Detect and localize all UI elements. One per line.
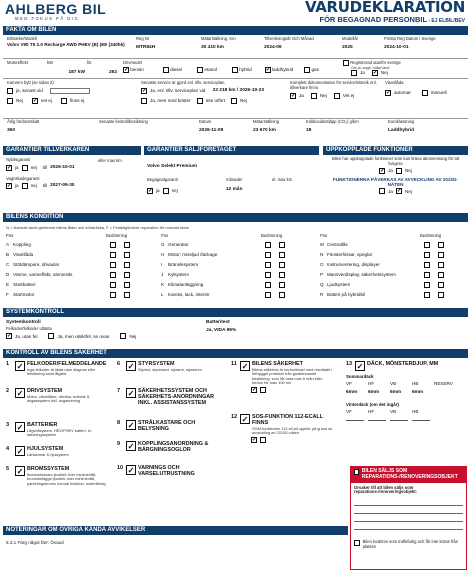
condition-pos: B: [6, 252, 10, 258]
safety-item: [6, 388, 111, 404]
safety-desc: Länkarmar & hjulsystem: [27, 452, 69, 457]
section-condition-header: BILENS KONDITION: [3, 213, 468, 222]
safety-checkbox[interactable]: ✓: [241, 415, 249, 424]
facts-block: Bilmärke/Modell Volvo V90 T6 2.0 Recharge AWD PHEV (B) (EE (340hk) Reg Nr MTR84H Mätarställning, Km 30 410 km Tillverkningsår Och Månad 2024-09 Modellår 2025 Första Reg Datum i Sverige 2024-10-01 Motoreffekt kW 187 kW hk 262 Drivmedel ✓ bensin diesel etanol hybrid ✓ laddhybrid gas Registrerad utanför sverige Om ja, ange i vilket land Ja ✓ Nej Kamrem bytt (se sidan 2) ja, senast vid Nej ✓ vet ej finns ej Senaste service är gjord enl. tillv. serviceplan ✓ Ja, enl. tillv. serviceplan vid 23 218 km / 2026-10-23 Ja, men med brister Inte utfört Nej Komplett dokumentation för servicehistorik enl. tillverkare finns ✓ Ja Nej Vet ej Växellåda ✓ automat manuell Årlig fordonsskatt 360 Senaste kontrollbesiktning Datum 2026-11-08 Mätarställning 23 670 km Koldioxidutsläpp (CO₂) g/km 18 Euroklassning Laddhybrid: [3, 36, 468, 139]
service-notdone-checkbox[interactable]: [197, 98, 203, 104]
modelyear-label: Modellår: [342, 36, 359, 41]
safety-checkbox[interactable]: ✓: [127, 421, 135, 430]
safety-title: BROMSSYSTEM: [27, 466, 70, 472]
repair-box: [350, 466, 467, 570]
safety-item: [6, 466, 111, 486]
service-partial-checkbox[interactable]: [141, 98, 147, 104]
condition-item: Fönsterhissar, speglar: [327, 252, 373, 258]
service-km: 23 218 km / 2026-10-23: [212, 88, 265, 94]
safety-desc: Bromsklossars tjocklek över minimimått, bromsbeläggs tjocklek över minimimått, parkeringsbroms normal funktion, noderfärdig: [27, 472, 106, 486]
condition-n-checkbox[interactable]: [424, 252, 430, 258]
safety-item: [117, 388, 222, 406]
tax-label: Årlig fordonsskatt: [7, 119, 40, 124]
safety-title: VARNINGS OCH VARSELUTRUSTNING: [138, 465, 195, 477]
registered-yes-checkbox[interactable]: [351, 70, 357, 76]
safety-number: 5: [6, 466, 10, 472]
km-value: 30 410 km: [201, 44, 224, 50]
condition-item: Bränslesystem: [168, 262, 199, 268]
fuel-checkbox[interactable]: ✓: [124, 66, 129, 73]
section-facts-header: FAKTA OM BILEN: [3, 26, 468, 35]
condition-n-checkbox[interactable]: [265, 262, 271, 268]
safety-checkbox[interactable]: ✓: [127, 389, 135, 398]
condition-pos: G: [161, 242, 165, 248]
brand-name: AHLBERG BIL: [5, 1, 107, 17]
safety-checkbox[interactable]: ✓: [16, 447, 24, 456]
condition-item: Värme, varmefläkt, värmesits: [13, 272, 73, 278]
safety-desc: Styrled, styrstavel, styrarm, styrservo: [138, 367, 202, 372]
service-yes-checkbox[interactable]: ✓: [142, 87, 147, 94]
condition-pos: J: [161, 272, 164, 278]
gearbox-manual-checkbox[interactable]: [422, 90, 428, 96]
connected-sub: FUNKTIONERNA PÅVERKAS AV AVVECKLING AV 2G/3G-NÄTEN: [333, 176, 458, 187]
doc-title-block: [305, 0, 465, 26]
camera-none-checkbox[interactable]: [61, 98, 67, 104]
safety-item: [117, 361, 222, 372]
guarantees-seller-block: Volvo Selekt Premium Begagnatgaranti ✓ ja nej månader 12 mån el. max km: [144, 156, 319, 204]
safety-number: 8: [117, 420, 121, 426]
condition-item: Startmotor: [13, 292, 35, 298]
safety-title: BATTERIER: [27, 422, 58, 428]
safety-no-checkbox[interactable]: [260, 437, 266, 443]
condition-row: [161, 292, 311, 298]
repair-footer: Bilen bedöms som trafikfarlig och får inte köras från platsen: [362, 539, 459, 549]
condition-row: [6, 262, 156, 268]
safety-item: [346, 361, 466, 371]
camera-yes-checkbox[interactable]: [7, 88, 13, 94]
safety-checkbox[interactable]: ✓: [127, 362, 135, 371]
registered-no-checkbox[interactable]: ✓: [372, 70, 378, 77]
network-yes-checkbox[interactable]: [379, 188, 385, 194]
safety-item: [6, 361, 111, 377]
fuel-checkbox[interactable]: [197, 67, 203, 73]
summer-label: Sommardäck: [346, 374, 374, 379]
doc-subtitle: FÖR BEGAGNAD PERSONBIL: [319, 15, 428, 24]
condition-f-checkbox[interactable]: [279, 252, 285, 258]
condition-f-checkbox[interactable]: [438, 282, 444, 288]
dangerous-checkbox[interactable]: [354, 540, 360, 546]
safety-yes-checkbox[interactable]: ✓: [252, 386, 257, 393]
condition-n-checkbox[interactable]: [110, 272, 116, 278]
kw-value: 187 kW: [68, 69, 85, 75]
complete-doc-label: Komplett dokumentation för servicehistorik enl. tillverkare finns: [290, 80, 377, 90]
safety-title: SOS-FUNKTION 112-ECALL FINNS: [252, 414, 323, 426]
used-label: Begagnatgaranti: [147, 177, 178, 182]
safety-desc: Inga felkoder är lästa utan diagnos eller felsökning samt åtgärd: [27, 367, 96, 377]
condition-f-checkbox[interactable]: [124, 242, 130, 248]
condition-item: Kaross, lack, interiör: [168, 292, 210, 298]
safety-checkbox[interactable]: ✓: [16, 362, 24, 371]
safety-number: 3: [6, 422, 10, 428]
safety-title: HJULSYSTEM: [27, 446, 64, 452]
safety-yes-checkbox[interactable]: ✓: [252, 436, 257, 443]
fuel-option-diesel[interactable]: diesel: [163, 67, 182, 73]
safety-no-checkbox[interactable]: [260, 387, 266, 393]
condition-item: Koppling: [13, 242, 31, 248]
firstreg-value: 2024-10-01: [384, 44, 409, 50]
condition-pos: N: [320, 252, 324, 258]
condition-item: Motor: missljud /läckage: [168, 252, 218, 258]
winter-cols: VF HF VB HB: [346, 408, 419, 414]
condition-row: [161, 272, 311, 278]
safety-title: STYRSYSTEM: [138, 361, 175, 367]
battery-value: Ja, VIDA 99%: [206, 327, 237, 333]
network-no-checkbox[interactable]: ✓: [396, 188, 402, 195]
condition-f-checkbox[interactable]: [438, 252, 444, 258]
condition-row: [6, 242, 156, 248]
safety-number: 7: [117, 388, 121, 394]
fuel-option-etanol[interactable]: etanol: [197, 67, 217, 73]
condition-row: [320, 272, 470, 278]
condition-row: [320, 262, 470, 268]
condition-pos: E: [6, 282, 10, 288]
safety-title: DÄCK, MÖNSTERDJUP, MM: [367, 361, 439, 367]
condition-item: Manöverdisplay, säkerhetssystem: [327, 272, 396, 278]
co2-value: 18: [306, 127, 312, 133]
safety-number: 2: [6, 388, 10, 394]
condition-col-1: Pos Bedömning: [6, 233, 128, 238]
paint-yes-checkbox[interactable]: ✓: [7, 182, 12, 189]
firstreg-label: Första Reg Datum i Sverige: [384, 36, 436, 41]
condition-n-checkbox[interactable]: [110, 242, 116, 248]
modelyear-value: 2025: [342, 44, 353, 50]
used-no-checkbox[interactable]: [163, 188, 169, 194]
camera-no-checkbox[interactable]: [7, 98, 13, 104]
model-value: Volvo V90 T6 2.0 Recharge AWD PHEV (B) (EE (340hk): [7, 41, 125, 47]
doc-unknown-checkbox[interactable]: [334, 93, 340, 99]
model-label: Bilmärke/Modell: [7, 36, 37, 41]
condition-row: [320, 242, 470, 248]
condition-legend: N = Normalt skick gentemot bilens ålder och körsträcka, F = Felaktig/kräver reparation för normalt skick: [6, 225, 189, 230]
condition-row: [161, 252, 311, 258]
fuel-checkbox[interactable]: [232, 67, 238, 73]
months-label: månader: [226, 177, 243, 182]
safety-item: [231, 414, 336, 443]
condition-f-checkbox[interactable]: [124, 262, 130, 268]
condition-n-checkbox[interactable]: [424, 262, 430, 268]
doc-yes-checkbox[interactable]: ✓: [291, 92, 296, 99]
section-guarantees-seller-header: GARANTIER SÄLJFÖRETAGET: [144, 146, 319, 155]
condition-pos: L: [161, 292, 164, 298]
service-no-checkbox[interactable]: [231, 98, 237, 104]
euro-label: Euroklassning: [388, 119, 415, 124]
safety-item: [231, 361, 336, 393]
condition-pos: P: [320, 272, 324, 278]
paint-no-checkbox[interactable]: [22, 183, 28, 189]
safety-number: 13: [346, 361, 353, 367]
safety-number: 10: [117, 465, 124, 471]
condition-pos: I: [161, 262, 163, 268]
safety-desc: Bilens säkerhet är kontrollerad med resultatet i förbygget protokoll från godkännande besiktning, som får vara max 6 mån eller fordon för max 100 mil: [252, 367, 333, 386]
month-label: Tillverkningsår Och Månad: [264, 36, 314, 41]
condition-f-checkbox[interactable]: [124, 252, 130, 258]
condition-n-checkbox[interactable]: [265, 282, 271, 288]
safety-title: SÄKERHETSSYSTEM OCH SÄKERHETS-ANORDNINGAR INKL. ASSISTANSSYSTEM: [138, 388, 215, 406]
safety-checkbox[interactable]: ✓: [241, 362, 249, 371]
inspection-label: Senaste kontrollbesiktning: [99, 119, 148, 124]
summer-values: 6mm 6mm 6mm 6mm: [346, 390, 424, 396]
condition-f-checkbox[interactable]: [124, 292, 130, 298]
section-guarantees-dealer-header: GARANTIER TILLVERKAREN: [3, 146, 141, 155]
registered-label: Registrerad utanför sverige: [350, 59, 401, 65]
section-safety-header: KONTROLL AV BILENS SÄKERHET: [3, 349, 468, 358]
condition-col-2: Pos Bedömning: [161, 233, 283, 238]
safety-number: 1: [6, 361, 10, 367]
condition-pos: O: [320, 262, 324, 268]
condition-item: Ljudsystem: [327, 282, 351, 288]
safety-desc: GSM-funktionen 112-eCall upphör på grund av avveckling av 2G/3G-näten: [252, 426, 333, 436]
winter-label: Vinterdäck (om det ingår): [346, 401, 399, 407]
battery-label: Batteritest: [206, 320, 230, 325]
safety-number: 12: [231, 414, 238, 420]
system-block: Systemkontroll Felkoder/felkoder utlästa ✓ Ja, utan fel Ja, men utsiktfel, se ovan Nej Batteritest Ja, VIDA 99%: [6, 320, 466, 339]
seller-guarantee-name: Volvo Selekt Premium: [147, 164, 198, 169]
condition-f-checkbox[interactable]: [438, 272, 444, 278]
condition-f-checkbox[interactable]: [438, 262, 444, 268]
fuel-checkbox[interactable]: ✓: [265, 66, 271, 73]
condition-n-checkbox[interactable]: [110, 292, 116, 298]
camera-unknown-checkbox[interactable]: ✓: [32, 97, 38, 104]
condition-f-checkbox[interactable]: [279, 292, 285, 298]
reg-value: MTR84H: [136, 44, 156, 50]
safety-item: [117, 441, 222, 453]
condition-pos: K: [161, 282, 165, 288]
condition-row: [6, 252, 156, 258]
connected-yes-checkbox[interactable]: ✓: [380, 167, 385, 174]
safety-checkbox[interactable]: ✓: [16, 467, 24, 476]
section-system-header: SYSTEMKONTROLL: [3, 308, 468, 317]
safety-number: 11: [231, 361, 237, 367]
condition-n-checkbox[interactable]: [265, 242, 271, 248]
repair-question: Orsaker till att bilen säljs som reparations-/renoveringsobjekt:: [354, 484, 418, 495]
co2-label: Koldioxidutsläpp (CO₂) g/km: [306, 119, 359, 124]
registered-abroad-checkbox[interactable]: [343, 60, 349, 66]
safety-title: KOPPLINGSANORDNING & BÄRGNINGSOGLOR: [138, 441, 209, 453]
safety-checkbox[interactable]: ✓: [356, 362, 364, 371]
condition-row: [161, 282, 311, 288]
condition-pos: D: [6, 272, 10, 278]
safety-number: 4: [6, 446, 10, 452]
condition-pos: H: [161, 252, 165, 258]
connected-block: Bilen har uppkopplade funktioner som kan kräva abonnemang för att fungera ✓ Ja Nej FUNKTIONERNA PÅVERKAS AV AVVECKLING AV 2G/3G-NÄTEN Ja ✓ Nej: [323, 156, 468, 204]
new-car-date: 2026-10-01: [50, 165, 75, 171]
safety-title: DRIVSYSTEM: [27, 388, 63, 394]
meter-date: 2026-11-08: [199, 127, 224, 133]
condition-n-checkbox[interactable]: [265, 292, 271, 298]
euro-value: Laddhybrid: [388, 127, 415, 133]
used-yes-checkbox[interactable]: ✓: [148, 188, 153, 194]
condition-n-checkbox[interactable]: [110, 262, 116, 268]
condition-n-checkbox[interactable]: [424, 272, 430, 278]
new-car-label: Nybilsgaranti: [6, 157, 31, 162]
safety-item: [6, 446, 111, 457]
system-ok-checkbox[interactable]: ✓: [7, 333, 12, 340]
paint-label: Vagnskadegaranti: [6, 175, 40, 181]
fuel-option-bensin[interactable]: ✓ bensin: [124, 66, 144, 73]
new-car-no-checkbox[interactable]: [22, 165, 28, 171]
condition-item: Växellåda: [13, 252, 34, 258]
connected-no-checkbox[interactable]: [396, 168, 402, 174]
condition-row: [6, 282, 156, 288]
safety-desc: Lågvoltsystem, HEV/PHEV batteri, el. laddningssystem: [27, 428, 92, 438]
safety-number: 9: [117, 441, 121, 447]
gearbox-auto-checkbox[interactable]: ✓: [386, 89, 391, 96]
condition-f-checkbox[interactable]: [279, 282, 285, 288]
hk-value: 262: [108, 69, 117, 75]
condition-n-checkbox[interactable]: [265, 252, 271, 258]
condition-item: Stötdämpare, drivaxlar: [13, 262, 60, 268]
tyre-block: [346, 374, 466, 421]
condition-row: [161, 262, 311, 268]
fuel-checkbox[interactable]: [163, 67, 169, 73]
condition-pos: Q: [320, 282, 324, 288]
power-label: Motoreffekt: [7, 60, 28, 65]
condition-f-checkbox[interactable]: [124, 282, 130, 288]
summer-cols: VF HF VB HB RESERV: [346, 381, 453, 387]
safety-number: 6: [117, 361, 121, 367]
system-no-checkbox[interactable]: [120, 333, 126, 339]
new-car-km-label: eller max km: [98, 158, 122, 163]
meter-date-label: Datum: [199, 119, 212, 124]
condition-item: Kylsystem: [168, 272, 189, 278]
condition-pos: A: [6, 242, 10, 248]
doc-no-checkbox[interactable]: [311, 93, 317, 99]
condition-f-checkbox[interactable]: [124, 272, 130, 278]
condition-n-checkbox[interactable]: [110, 282, 116, 288]
fuel-checkbox[interactable]: [304, 67, 310, 73]
section-notes-header: NOTERINGAR OM ÖVRIGA KÄNDA AVVIKELSER: [3, 526, 348, 535]
safety-item: [117, 465, 222, 477]
condition-pos: C: [6, 262, 10, 268]
condition-row: [6, 292, 156, 298]
fuel-option-laddhybrid[interactable]: ✓ laddhybrid: [265, 66, 294, 73]
gearbox-label: Växellåda: [385, 80, 404, 85]
tax-value: 360: [7, 127, 16, 133]
kw-label: kW: [47, 60, 54, 65]
safety-title: BILENS SÄKERHET: [252, 361, 303, 367]
meter-km: 23 670 km: [253, 127, 276, 133]
months-value: 12 mån: [226, 186, 243, 192]
guarantees-dealer-block: Nybilsgaranti ✓ ja nej till 2026-10-01 eller max km Vagnskadegaranti ✓ ja nej till 2027-09-30: [3, 156, 141, 204]
hk-label: hk: [87, 60, 92, 65]
condition-row: [320, 282, 470, 288]
brand-logo: [5, 2, 125, 24]
fuel-option-gas[interactable]: gas: [304, 67, 319, 73]
safety-checkbox[interactable]: ✓: [16, 423, 24, 432]
system-faults-checkbox[interactable]: [48, 333, 54, 339]
condition-pos: F: [6, 292, 9, 298]
doc-title: VARUDEKLARATION: [304, 0, 465, 16]
condition-col-3: Pos Bedömning: [320, 233, 442, 238]
connected-text: Bilen har uppkopplade funktioner som kan kräva abonnemang för att fungera: [331, 156, 460, 166]
notes-text: 6.3.1 Färg något färr: Övaxd: [6, 540, 64, 545]
condition-item: Klimatanläggning: [168, 282, 204, 288]
condition-f-checkbox[interactable]: [279, 262, 285, 268]
registered-sub: Om ja, ange i vilket land: [351, 66, 390, 70]
condition-f-checkbox[interactable]: [438, 292, 444, 298]
system-label: Systemkontroll: [6, 320, 41, 325]
safety-checkbox[interactable]: ✓: [16, 389, 24, 398]
condition-n-checkbox[interactable]: [265, 272, 271, 278]
fuel-label: Drivmedel: [123, 60, 142, 65]
safety-item: [117, 420, 222, 432]
fuel-option-hybrid[interactable]: hybrid: [232, 67, 252, 73]
condition-pos: R: [320, 292, 324, 298]
safety-checkbox[interactable]: ✓: [127, 466, 135, 475]
condition-n-checkbox[interactable]: [424, 242, 430, 248]
safety-title: STRÅLKASTARE OCH BELYSNING: [138, 420, 196, 432]
condition-pos: M: [320, 242, 324, 248]
safety-title: FELKODER/FELMEDDELANDE: [27, 361, 107, 367]
condition-item: Centrallås: [327, 242, 348, 248]
month-value: 2024-09: [264, 44, 282, 50]
repair-title: BILEN SÄLJS SOM REPARATIONS-/RENOVERINGSOBJEKT: [361, 468, 458, 480]
condition-item: Generator: [168, 242, 189, 248]
condition-f-checkbox[interactable]: [279, 272, 285, 278]
safety-desc: Motor, växellådor, drivlina, bränsle & avgassystem inkl. avgasrening: [27, 394, 90, 404]
safety-item: [6, 422, 111, 438]
condition-row: [161, 242, 311, 248]
section-connected-header: UPPKOPPLADE FUNKTIONER: [323, 146, 468, 155]
service-label: Senaste service är gjord enl. tillv. serviceplan: [141, 80, 225, 85]
condition-row: [320, 252, 470, 258]
condition-f-checkbox[interactable]: [279, 242, 285, 248]
condition-f-checkbox[interactable]: [438, 242, 444, 248]
system-sub: Felkoder/felkoder utlästa: [6, 325, 52, 331]
reg-label: Reg Nr: [136, 36, 150, 41]
condition-item: Batteri på hybridbil: [327, 292, 366, 298]
condition-row: [6, 272, 156, 278]
condition-item: Startbatteri: [13, 282, 36, 288]
new-car-yes-checkbox[interactable]: ✓: [7, 164, 12, 171]
seller-km-label: el. max km: [272, 177, 293, 182]
condition-n-checkbox[interactable]: [424, 282, 430, 288]
km-label: Mätarställning, Km: [201, 36, 236, 41]
doc-suffix: - EJ ELBIL/BEV: [428, 18, 465, 24]
condition-row: [320, 292, 470, 298]
camera-label: Kamrem bytt (se sidan 2): [7, 80, 54, 85]
paint-date: 2027-09-30: [50, 182, 75, 188]
safety-checkbox[interactable]: ✓: [127, 442, 135, 451]
condition-n-checkbox[interactable]: [424, 292, 430, 298]
condition-item: Instrumentering, displayer: [327, 262, 380, 268]
repair-checkbox[interactable]: [354, 469, 359, 475]
meter-km-label: Mätarställning: [253, 119, 280, 124]
condition-n-checkbox[interactable]: [110, 252, 116, 258]
brand-tagline: MED FOKUS PÅ DIG: [15, 16, 80, 21]
